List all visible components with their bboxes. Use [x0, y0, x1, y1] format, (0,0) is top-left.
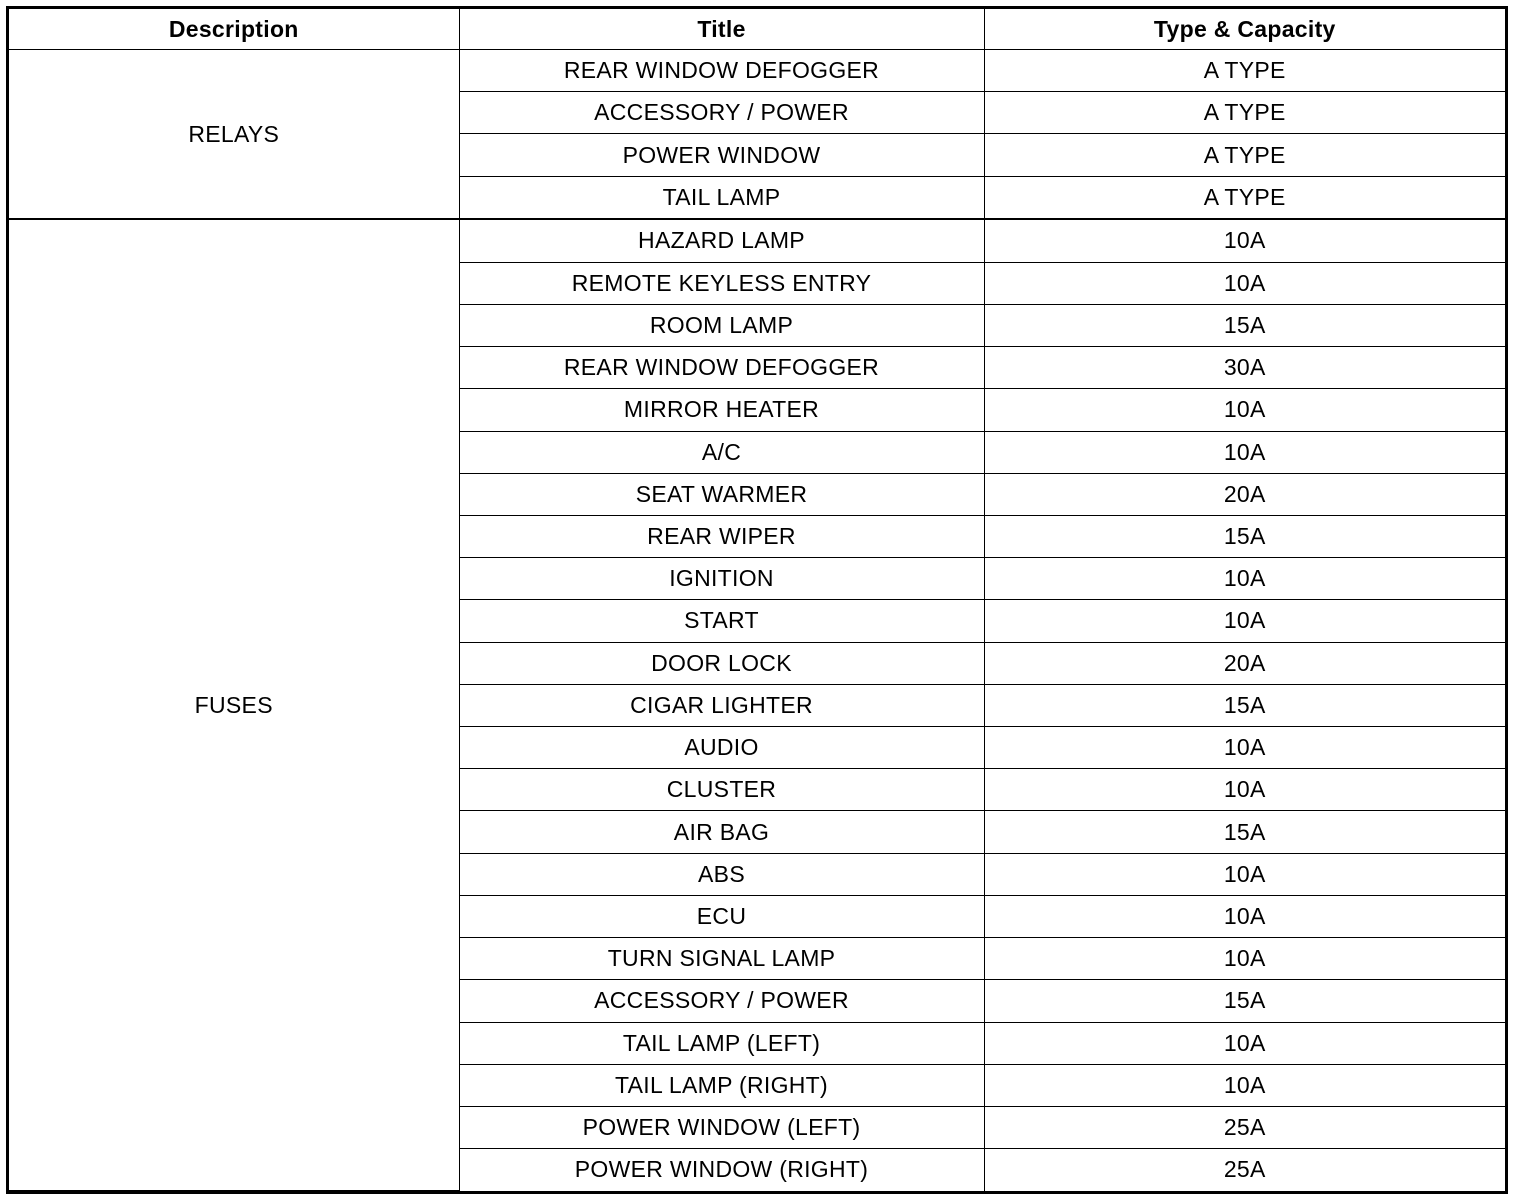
title-cell: REAR WINDOW DEFOGGER: [459, 347, 984, 389]
capacity-cell: 25A: [984, 1107, 1505, 1149]
title-cell: TURN SIGNAL LAMP: [459, 938, 984, 980]
title-cell: REAR WINDOW DEFOGGER: [459, 50, 984, 92]
fuse-relay-table: [9, 9, 1505, 1191]
capacity-cell: 30A: [984, 347, 1505, 389]
capacity-cell: 15A: [984, 980, 1505, 1022]
fuse-relay-table-container: [6, 6, 1508, 1194]
header-row: [9, 9, 1505, 50]
title-cell: ROOM LAMP: [459, 304, 984, 346]
title-cell: ACCESSORY / POWER: [459, 92, 984, 134]
capacity-cell: 20A: [984, 642, 1505, 684]
title-cell: DOOR LOCK: [459, 642, 984, 684]
title-cell: AIR BAG: [459, 811, 984, 853]
capacity-cell: A TYPE: [984, 92, 1505, 134]
title-cell: POWER WINDOW: [459, 134, 984, 176]
capacity-cell: 15A: [984, 515, 1505, 557]
table-row: [9, 219, 1505, 262]
title-cell: SEAT WARMER: [459, 473, 984, 515]
capacity-cell: 10A: [984, 727, 1505, 769]
title-cell: TAIL LAMP (RIGHT): [459, 1064, 984, 1106]
group-description-cell: RELAYS: [9, 50, 459, 220]
title-cell: REAR WIPER: [459, 515, 984, 557]
title-cell: A/C: [459, 431, 984, 473]
title-cell: REMOTE KEYLESS ENTRY: [459, 262, 984, 304]
capacity-cell: 10A: [984, 262, 1505, 304]
capacity-cell: 15A: [984, 304, 1505, 346]
capacity-cell: 10A: [984, 769, 1505, 811]
capacity-cell: 10A: [984, 1022, 1505, 1064]
capacity-cell: 10A: [984, 389, 1505, 431]
title-cell: HAZARD LAMP: [459, 219, 984, 262]
title-cell: TAIL LAMP: [459, 176, 984, 219]
title-cell: CLUSTER: [459, 769, 984, 811]
capacity-cell: 15A: [984, 811, 1505, 853]
title-cell: POWER WINDOW (LEFT): [459, 1107, 984, 1149]
capacity-cell: A TYPE: [984, 176, 1505, 219]
title-cell: ACCESSORY / POWER: [459, 980, 984, 1022]
group-description-cell: FUSES: [9, 219, 459, 1190]
title-cell: IGNITION: [459, 558, 984, 600]
capacity-cell: 10A: [984, 1064, 1505, 1106]
title-cell: ABS: [459, 853, 984, 895]
header-title: Title: [459, 9, 984, 50]
capacity-cell: 10A: [984, 431, 1505, 473]
title-cell: POWER WINDOW (RIGHT): [459, 1149, 984, 1191]
title-cell: START: [459, 600, 984, 642]
title-cell: TAIL LAMP (LEFT): [459, 1022, 984, 1064]
capacity-cell: 10A: [984, 558, 1505, 600]
capacity-cell: 10A: [984, 219, 1505, 262]
table-body: [9, 50, 1505, 1191]
capacity-cell: 10A: [984, 895, 1505, 937]
header-type-capacity: Type & Capacity: [984, 9, 1505, 50]
capacity-cell: 10A: [984, 600, 1505, 642]
capacity-cell: A TYPE: [984, 50, 1505, 92]
capacity-cell: 20A: [984, 473, 1505, 515]
header-description: Description: [9, 9, 459, 50]
table-row: [9, 50, 1505, 92]
capacity-cell: 15A: [984, 684, 1505, 726]
capacity-cell: 25A: [984, 1149, 1505, 1191]
capacity-cell: A TYPE: [984, 134, 1505, 176]
title-cell: MIRROR HEATER: [459, 389, 984, 431]
capacity-cell: 10A: [984, 853, 1505, 895]
title-cell: CIGAR LIGHTER: [459, 684, 984, 726]
title-cell: AUDIO: [459, 727, 984, 769]
capacity-cell: 10A: [984, 938, 1505, 980]
title-cell: ECU: [459, 895, 984, 937]
